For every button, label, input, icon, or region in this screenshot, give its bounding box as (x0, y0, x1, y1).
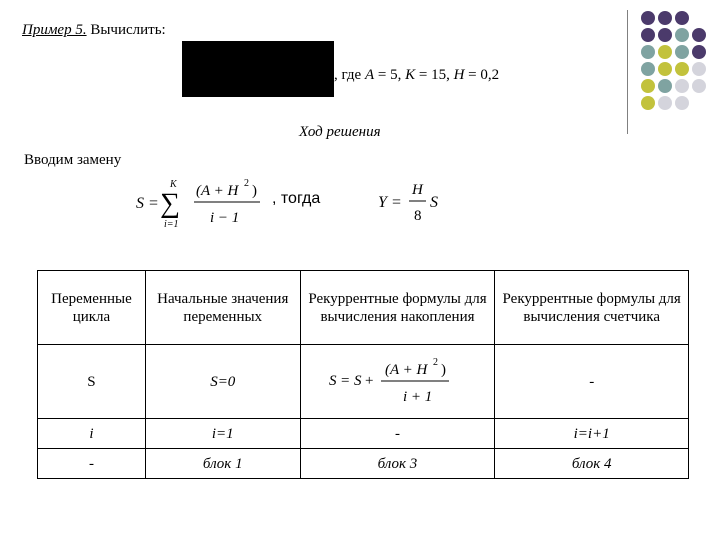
svg-text:H: H (412, 182, 423, 198)
svg-text:S: S (136, 195, 144, 212)
svg-text:2: 2 (244, 178, 249, 189)
table-row (38, 449, 689, 479)
redacted-formula-block (182, 41, 334, 97)
decor-dot (675, 28, 689, 42)
svg-text:S: S (329, 372, 337, 389)
cell-init: S=0 (145, 345, 300, 419)
formula-s-sum (130, 175, 280, 235)
svg-text:i=1: i=1 (164, 219, 179, 230)
table-row (38, 419, 689, 449)
decor-divider (627, 10, 628, 134)
decor-dot (641, 11, 655, 25)
solution-heading: Ход решения (299, 124, 381, 140)
decor-dot (692, 28, 706, 42)
decor-dot (658, 96, 672, 110)
parameters-text: , где A = 5, K = 15, H = 0,2 (334, 67, 500, 83)
svg-text:i + 1: i + 1 (403, 388, 433, 405)
svg-text:=: = (149, 195, 159, 212)
svg-text:=: = (392, 194, 402, 211)
svg-text:+: + (365, 372, 374, 389)
header-accum-formulas: Рекуррентные формулы для вычисления накопления (300, 271, 495, 345)
svg-text:(A + H: (A + H (196, 183, 239, 199)
decor-dot-grid (640, 10, 720, 122)
svg-text:S: S (430, 194, 438, 211)
svg-text:i − 1: i − 1 (210, 210, 240, 226)
sigma-symbol: ∑ (160, 188, 180, 219)
cell-var: - (38, 449, 146, 479)
cell-init: i=1 (145, 419, 300, 449)
svg-text:8: 8 (414, 208, 422, 224)
decor-dot (658, 79, 672, 93)
recurrence-formula-s (327, 352, 467, 412)
decor-dot (641, 96, 655, 110)
task-text: Вычислить: (90, 22, 166, 38)
svg-text:Y: Y (378, 194, 387, 211)
cell-var: S (38, 345, 146, 419)
decor-dot (675, 11, 689, 25)
decor-dot (641, 79, 655, 93)
decor-dot (641, 62, 655, 76)
svg-text:S: S (354, 372, 362, 389)
decor-dot (641, 45, 655, 59)
cell-accum: - (300, 419, 495, 449)
decor-dot (692, 79, 706, 93)
decor-dot (675, 79, 689, 93)
table-header-row (38, 271, 689, 345)
decor-dot (675, 62, 689, 76)
table-row (38, 345, 689, 419)
recurrence-table (37, 270, 689, 479)
decor-dot (658, 45, 672, 59)
svg-text:K: K (170, 179, 177, 190)
decor-dot (692, 62, 706, 76)
decor-dot (641, 28, 655, 42)
decor-dot (658, 11, 672, 25)
cell-counter: блок 4 (495, 449, 689, 479)
svg-text:): ) (441, 361, 447, 378)
substitution-text: Вводим замену (24, 152, 122, 168)
svg-text:=: = (341, 372, 350, 389)
cell-accum: блок 3 (300, 449, 495, 479)
header-initial-values: Начальные значения переменных (145, 271, 300, 345)
svg-text:): ) (252, 183, 257, 199)
cell-accum (300, 345, 495, 419)
header-counter-formulas: Рекуррентные формулы для вычисления счетчика (495, 271, 689, 345)
decor-dot (692, 45, 706, 59)
example-label: Пример 5. (22, 22, 87, 38)
cell-counter: i=i+1 (495, 419, 689, 449)
formula-y (376, 180, 446, 230)
cell-counter: - (495, 345, 689, 419)
svg-text:(A + H: (A + H (385, 361, 428, 378)
then-text: , тогда (272, 190, 321, 207)
decor-dot (675, 96, 689, 110)
decor-dot (658, 62, 672, 76)
cell-init: блок 1 (145, 449, 300, 479)
decor-dot (658, 28, 672, 42)
decor-dot (675, 45, 689, 59)
example-title (22, 22, 166, 39)
svg-text:2: 2 (433, 356, 439, 368)
header-loop-vars: Переменные цикла (38, 271, 146, 345)
cell-var: i (38, 419, 146, 449)
